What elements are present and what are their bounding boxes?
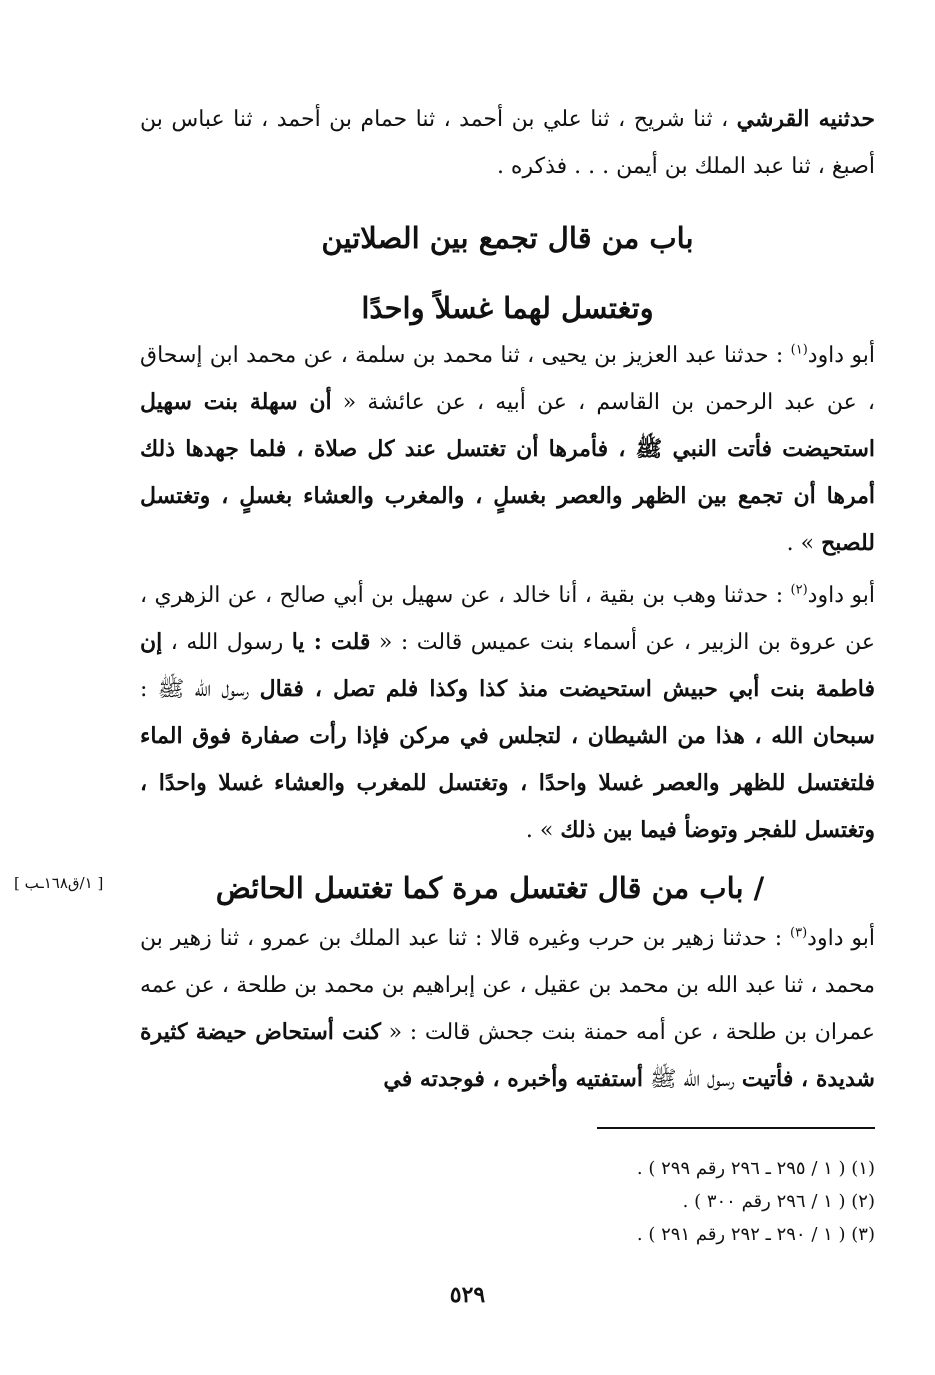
chapter-heading-1-line-2: وتغتسل لهما غسلاً واحدًا xyxy=(361,291,654,325)
isnad-text: : حدثنا زهير بن حرب وغيره قالا : ثنا عبد الملك بن عمرو ، ثنا زهير بن محمد ، ثنا عبد الله بن محمد بن عقيل ، عن إبراهيم بن محمد بن طلحة ، عن عمه عمران بن طلحة ، عن أمه حمنة بنت جحش قالت : « xyxy=(140,926,876,1045)
chapter-heading-2-text: / باب من قال تغتسل مرة كما تغتسل الحائض xyxy=(215,871,765,905)
continuation-lead: حدثنيه القرشي xyxy=(736,106,876,132)
chapter-heading-1 xyxy=(140,212,875,334)
hadith-paragraph-1 xyxy=(140,332,875,567)
footnote-ref: (٣) xyxy=(790,925,808,941)
hadith-paragraph-2 xyxy=(140,572,875,854)
footnote-2: (٢) ( ١ / ٢٩٦ رقم ٣٠٠ ) . xyxy=(682,1191,875,1212)
chapter-heading-1-line-1: باب من قال تجمع بين الصلاتين xyxy=(321,221,694,255)
plain-text-2: رسول الله ، xyxy=(162,630,292,655)
matn-text-2: أستفتيه وأخبره ، فوجدته في xyxy=(383,1066,643,1092)
continuation-line-1: ، ثنا شريح ، ثنا علي بن أحمد ، ثنا حمام بن أحمد ، ثنا xyxy=(233,107,737,132)
plain-text-3: رسول الله ﷺ : xyxy=(140,677,260,702)
page-number: ٥٢٩ xyxy=(449,1282,486,1308)
footnote-ref: (١) xyxy=(790,342,808,358)
matn-text: أن سهلة بنت سهيل استحيضت فأتت النبي ﷺ ، فأمرها أن تغتسل عند كل صلاة ، فلما جهدها ذلك أمرها أن تجمع بين الظهر والعصر بغسلٍ ، والمغرب والعشاء بغسلٍ ، وتغتسل للصبح xyxy=(140,389,875,556)
closing-mark: » . xyxy=(525,818,561,843)
matn-text-2: إن فاطمة بنت أبي حبيش استحيضت منذ كذا وكذا فلم تصل ، فقال xyxy=(140,629,875,702)
footnote-3: (٣) ( ١ / ٢٩٠ ـ ٢٩٢ رقم ٢٩١ ) . xyxy=(636,1224,875,1245)
isnad-text: : حدثنا وهب بن بقية ، أنا خالد ، عن سهيل بن أبي صالح ، عن الزهري ، عن عروة بن الزبير ، عن أسماء بنت عميس قالت : « xyxy=(140,583,876,655)
footnote-divider xyxy=(597,1127,875,1129)
isnad-text: : حدثنا عبد العزيز بن يحيى ، ثنا محمد بن سلمة ، عن محمد ابن إسحاق ، عن عبد الرحمن بن القاسم ، عن أبيه ، عن عائشة « xyxy=(140,343,875,415)
matn-text-1: قلت : يا xyxy=(291,629,371,655)
footnotes xyxy=(540,1152,875,1251)
manuscript-folio-note: [ ١/ق١٦٨ـب ] xyxy=(14,874,104,892)
paragraph-continuation xyxy=(140,96,875,190)
plain-text-2: رسول الله ﷺ xyxy=(642,1067,742,1092)
footnote-ref: (٢) xyxy=(790,582,808,598)
author-name: أبو داود xyxy=(807,583,875,608)
chapter-heading-2 xyxy=(180,862,800,914)
continuation-line-2: عباس بن أصبغ ، ثنا عبد الملك بن أيمن . . . فذكره . xyxy=(140,107,875,179)
matn-text-1: كنت أستحاض حيضة كثيرة شديدة ، فأتيت xyxy=(140,1019,875,1092)
author-name: أبو داود xyxy=(807,343,875,368)
matn-text-3: سبحان الله ، هذا من الشيطان ، لتجلس في مركن فإذا رأت صفارة فوق الماء فلتغتسل للظهر والعصر غسلا واحدًا ، وتغتسل للمغرب والعشاء غسلا واحدًا ، وتغتسل للفجر وتوضأ فيما بين ذلك xyxy=(140,723,875,843)
closing-mark: » . xyxy=(786,531,822,556)
hadith-paragraph-3 xyxy=(140,915,875,1103)
footnote-1: (١) ( ١ / ٢٩٥ ـ ٢٩٦ رقم ٢٩٩ ) . xyxy=(636,1158,875,1179)
author-name: أبو داود xyxy=(807,926,875,951)
